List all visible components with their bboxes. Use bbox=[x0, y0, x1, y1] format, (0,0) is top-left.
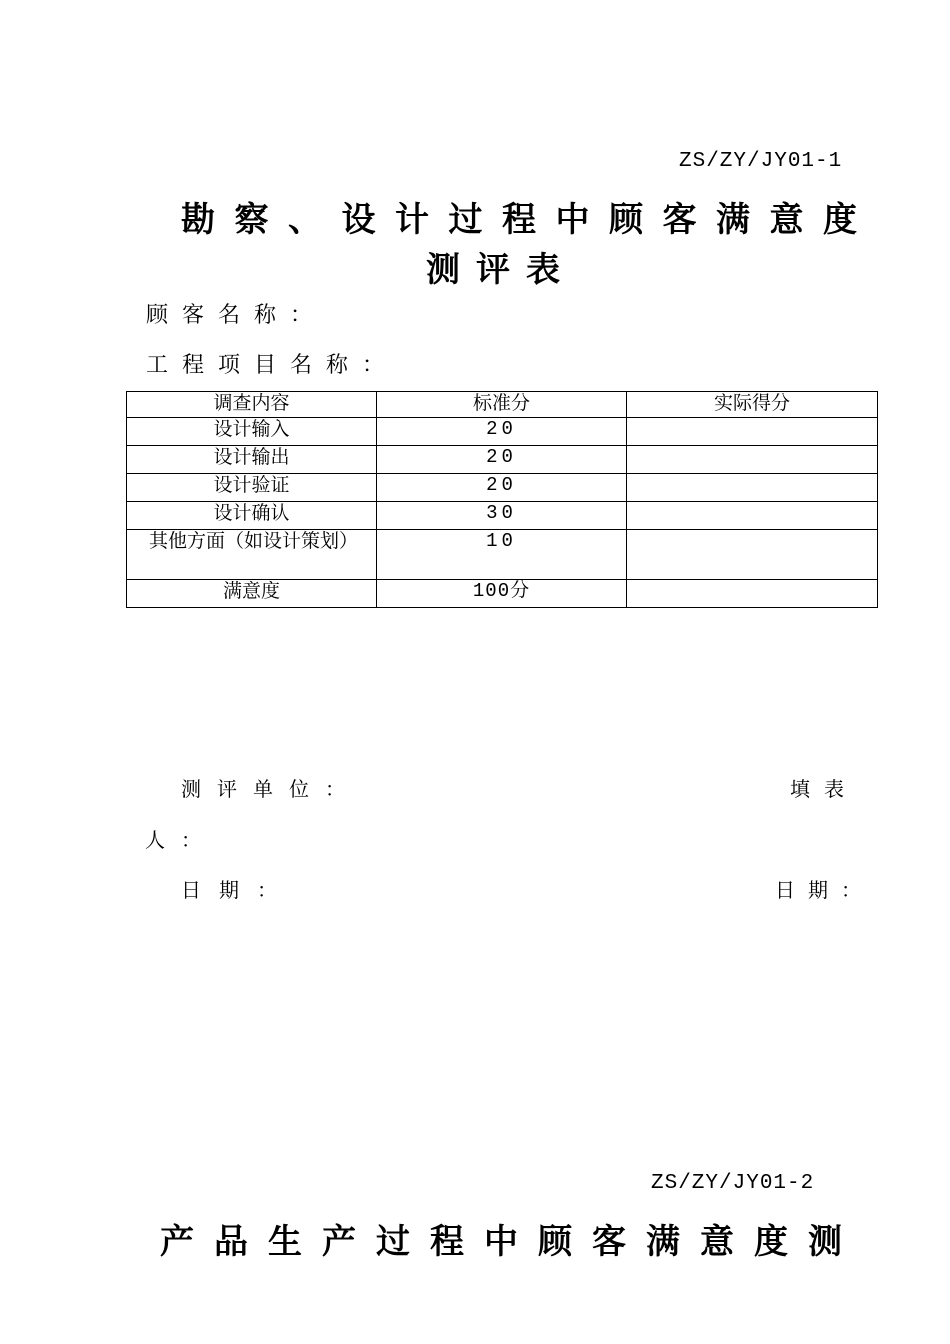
table-header-row bbox=[127, 392, 878, 418]
table-row bbox=[127, 418, 878, 446]
form-title-line2: 测评表 bbox=[426, 250, 576, 290]
cell-item: 设计输入 bbox=[127, 418, 377, 446]
table-row bbox=[127, 502, 878, 530]
table-row bbox=[127, 446, 878, 474]
form-title-line1: 勘察、设计过程中顾客满意度 bbox=[181, 200, 877, 240]
column-header-actual-score: 实际得分 bbox=[627, 392, 878, 418]
cell-actual-score[interactable] bbox=[627, 580, 878, 608]
cell-item: 满意度 bbox=[127, 580, 377, 608]
eval-unit-label: 测评单位： bbox=[181, 777, 361, 801]
project-name-label: 工程项目名称： bbox=[146, 353, 399, 378]
cell-standard-score: 20 bbox=[377, 474, 627, 502]
cell-actual-score[interactable] bbox=[627, 502, 878, 530]
survey-table bbox=[126, 391, 878, 608]
table-row bbox=[127, 530, 878, 580]
date-label-left: 日期： bbox=[181, 878, 295, 902]
filler-label-part1: 填表 bbox=[790, 777, 858, 801]
table-row bbox=[127, 580, 878, 608]
cell-actual-score[interactable] bbox=[627, 530, 878, 580]
cell-actual-score[interactable] bbox=[627, 474, 878, 502]
cell-standard-score: 20 bbox=[377, 418, 627, 446]
cell-item: 设计输出 bbox=[127, 446, 377, 474]
column-header-standard-score: 标准分 bbox=[377, 392, 627, 418]
cell-standard-score: 30 bbox=[377, 502, 627, 530]
cell-standard-score: 20 bbox=[377, 446, 627, 474]
column-header-item: 调查内容 bbox=[127, 392, 377, 418]
cell-item: 设计确认 bbox=[127, 502, 377, 530]
form2-title-line1: 产品生产过程中顾客满意度测 bbox=[160, 1222, 862, 1262]
table-row bbox=[127, 474, 878, 502]
cell-standard-score: 100分 bbox=[377, 580, 627, 608]
form2-code: ZS/ZY/JY01-2 bbox=[651, 1172, 815, 1195]
filler-label-part2: 人： bbox=[145, 828, 217, 852]
cell-item: 其他方面（如设计策划） bbox=[127, 530, 377, 580]
form-code: ZS/ZY/JY01-1 bbox=[679, 150, 843, 173]
customer-name-label: 顾客名称： bbox=[146, 303, 327, 328]
cell-standard-score: 10 bbox=[377, 530, 627, 580]
date-label-right: 日期： bbox=[775, 878, 874, 902]
cell-item: 设计验证 bbox=[127, 474, 377, 502]
cell-actual-score[interactable] bbox=[627, 446, 878, 474]
cell-actual-score[interactable] bbox=[627, 418, 878, 446]
